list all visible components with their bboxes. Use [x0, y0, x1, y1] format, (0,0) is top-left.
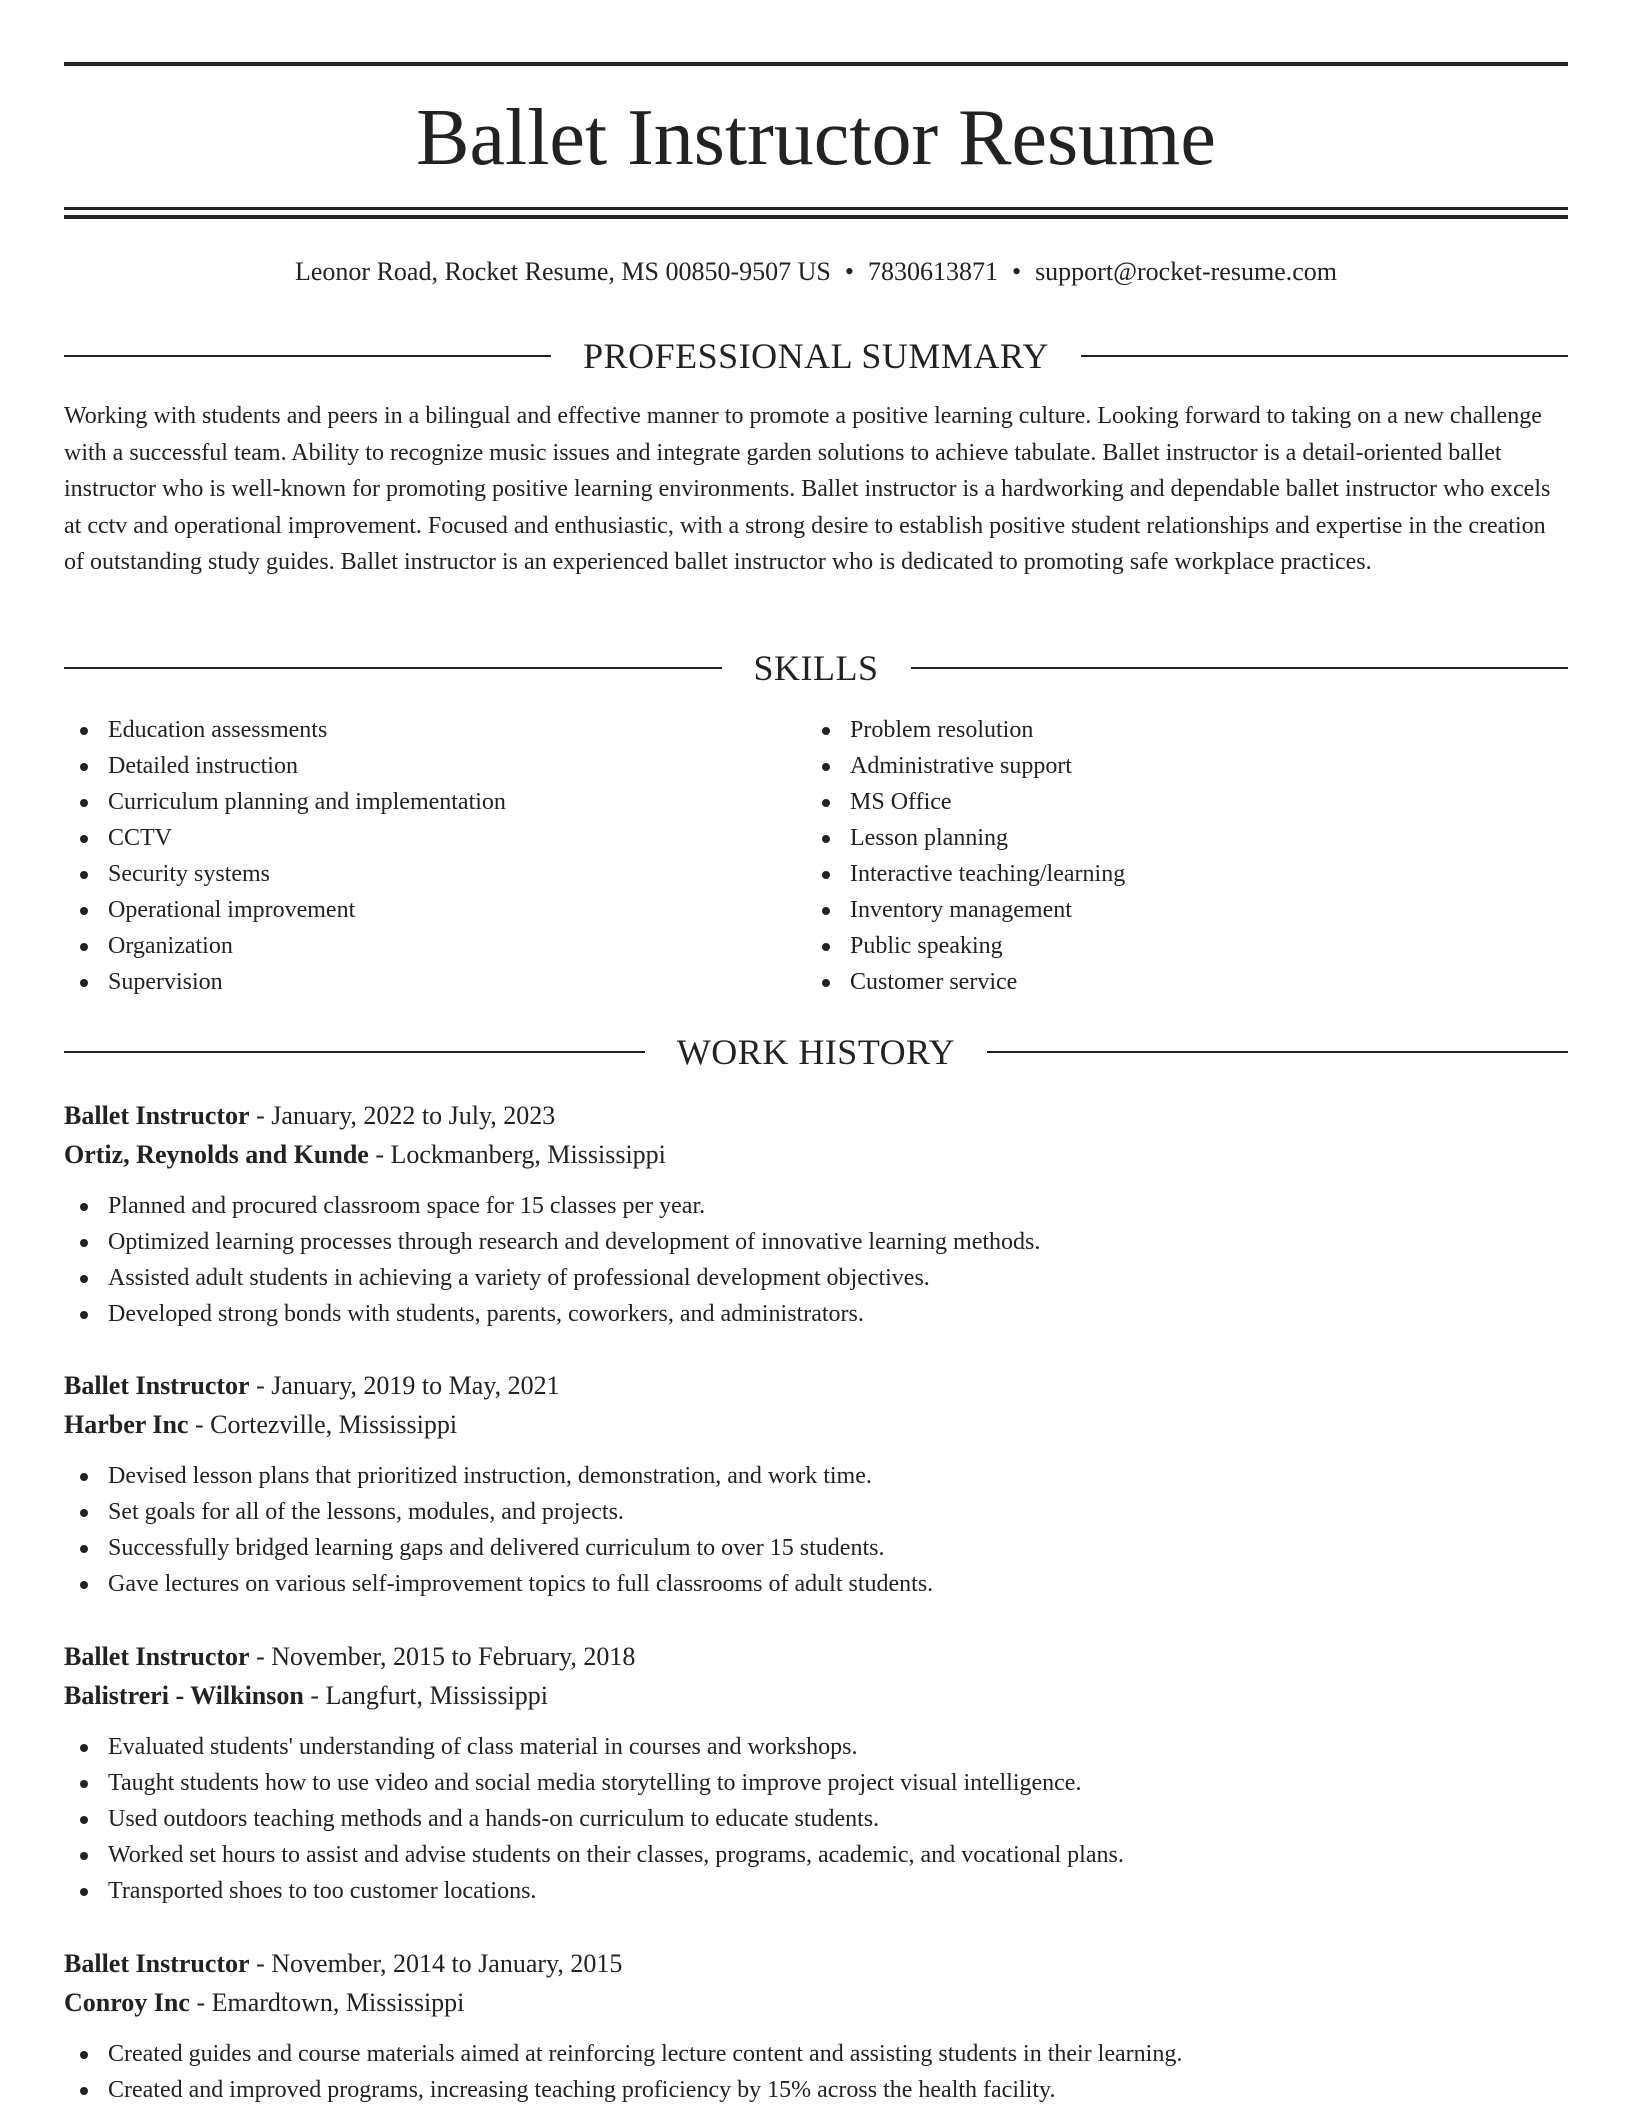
job-company-line	[64, 1983, 1568, 2022]
job-bullet: Taught students how to use video and social media storytelling to improve project visual intelligence.	[64, 1765, 1568, 1801]
job-bullet: Created guides and course materials aimed at reinforcing lecture content and assisting students in their learning.	[64, 2036, 1568, 2072]
heading-rule	[64, 667, 722, 669]
job-bullet: Developed strong bonds with students, parents, coworkers, and administrators.	[64, 1296, 1568, 1332]
job-bullet: Created and improved programs, increasing teaching proficiency by 15% across the health facility.	[64, 2072, 1568, 2108]
job-title-line	[64, 1637, 1568, 1676]
job-title: Ballet Instructor	[64, 1101, 250, 1130]
skills-column-right	[806, 712, 1546, 1000]
skill-item: Education assessments	[64, 712, 804, 748]
job-title: Ballet Instructor	[64, 1949, 250, 1978]
job-bullet: Assisted adult students in achieving a variety of professional development objectives.	[64, 1260, 1568, 1296]
skill-item: CCTV	[64, 820, 804, 856]
job-company-line	[64, 1676, 1568, 1715]
job-bullet: Worked set hours to assist and advise students on their classes, programs, academic, and vocational plans.	[64, 1837, 1568, 1873]
skill-item: Interactive teaching/learning	[806, 856, 1546, 892]
job-location: - Lockmanberg, Mississippi	[368, 1140, 666, 1169]
job-bullet: Used outdoors teaching methods and a hands-on curriculum to educate students.	[64, 1801, 1568, 1837]
job-company-line	[64, 1405, 1568, 1444]
job-company-line	[64, 1135, 1568, 1174]
job-title-line	[64, 1944, 1568, 1983]
job-title: Ballet Instructor	[64, 1371, 250, 1400]
skill-item: Curriculum planning and implementation	[64, 784, 804, 820]
job-company: Ortiz, Reynolds and Kunde	[64, 1140, 369, 1169]
skill-item: Supervision	[64, 964, 804, 1000]
resume-title: Ballet Instructor Resume	[416, 94, 1216, 182]
skill-item: Operational improvement	[64, 892, 804, 928]
skill-item: Problem resolution	[806, 712, 1546, 748]
title-divider-upper	[64, 207, 1568, 210]
job-title-line	[64, 1096, 1568, 1135]
skills-heading: SKILLS	[753, 648, 879, 688]
job-company: Balistreri - Wilkinson	[64, 1681, 304, 1710]
summary-heading-row	[64, 334, 1568, 378]
heading-rule	[987, 1051, 1568, 1053]
job-bullet: Gave lectures on various self-improvement topics to full classrooms of adult students.	[64, 1566, 1568, 1602]
job-bullet: Set goals for all of the lessons, modules, and projects.	[64, 1494, 1568, 1530]
summary-text: Working with students and peers in a bilingual and effective manner to promote a positive learning culture. Looking forward to taking on a new challenge with a successful team. Ability to recognize music issues and integrate garden solutions to achieve tabulate. Ballet instructor is a detail-oriented ballet instructor who is well-known for promoting positive learning environments. Ballet instructor is a hardworking and dependable ballet instructor who excels at cctv and operational improvement. Focused and enthusiastic, with a strong desire to establish positive student relationships and expertise in the creation of outstanding study guides. Ballet instructor is an experienced ballet instructor who is dedicated to promoting safe workplace practices.	[64, 403, 1551, 575]
heading-rule	[64, 1051, 645, 1053]
job-entry	[64, 1366, 1568, 1602]
job-dates: - November, 2014 to January, 2015	[249, 1949, 623, 1978]
contact-separator: •	[844, 257, 854, 286]
work-heading-row	[64, 1030, 1568, 1074]
job-company: Harber Inc	[64, 1410, 189, 1439]
skill-item: Lesson planning	[806, 820, 1546, 856]
contact-phone: 7830613871	[867, 257, 998, 286]
job-dates: - January, 2022 to July, 2023	[249, 1101, 556, 1130]
contact-line	[64, 254, 1568, 290]
skill-item: Detailed instruction	[64, 748, 804, 784]
contact-separator: •	[1011, 257, 1022, 286]
contact-address: Leonor Road, Rocket Resume, MS 00850-9507 US	[295, 257, 831, 286]
skills-heading-row	[64, 646, 1568, 690]
job-location: - Langfurt, Mississippi	[303, 1681, 548, 1710]
job-bullet: Optimized learning processes through research and development of innovative learning methods.	[64, 1224, 1568, 1260]
job-bullet: Evaluated students' understanding of class material in courses and workshops.	[64, 1729, 1568, 1765]
job-title: Ballet Instructor	[64, 1642, 250, 1671]
skill-item: Security systems	[64, 856, 804, 892]
heading-rule	[911, 667, 1569, 669]
job-location: - Cortezville, Mississippi	[188, 1410, 458, 1439]
job-bullet: Transported shoes to too customer locations.	[64, 1873, 1568, 1909]
summary-heading: PROFESSIONAL SUMMARY	[583, 336, 1049, 376]
contact-email: support@rocket-resume.com	[1035, 257, 1337, 286]
job-entry	[64, 1096, 1568, 1332]
heading-rule	[64, 355, 551, 357]
skill-item: Organization	[64, 928, 804, 964]
job-location: - Emardtown, Mississippi	[189, 1988, 465, 2017]
job-dates: - January, 2019 to May, 2021	[249, 1371, 560, 1400]
job-entry	[64, 1637, 1568, 1909]
job-title-line	[64, 1366, 1568, 1405]
skill-item: Inventory management	[806, 892, 1546, 928]
job-company: Conroy Inc	[64, 1988, 190, 2017]
skill-item: Administrative support	[806, 748, 1546, 784]
skill-item: Public speaking	[806, 928, 1546, 964]
title-divider-lower	[64, 215, 1568, 219]
job-bullet: Devised lesson plans that prioritized instruction, demonstration, and work time.	[64, 1458, 1568, 1494]
work-heading: WORK HISTORY	[676, 1032, 956, 1072]
skill-item: Customer service	[806, 964, 1546, 1000]
skill-item: MS Office	[806, 784, 1546, 820]
job-entry	[64, 1944, 1568, 2108]
heading-rule	[1081, 355, 1568, 357]
job-bullet: Successfully bridged learning gaps and delivered curriculum to over 15 students.	[64, 1530, 1568, 1566]
top-divider	[64, 62, 1568, 66]
skills-column-left	[64, 712, 804, 1000]
job-bullet: Planned and procured classroom space for 15 classes per year.	[64, 1188, 1568, 1224]
job-dates: - November, 2015 to February, 2018	[249, 1642, 636, 1671]
